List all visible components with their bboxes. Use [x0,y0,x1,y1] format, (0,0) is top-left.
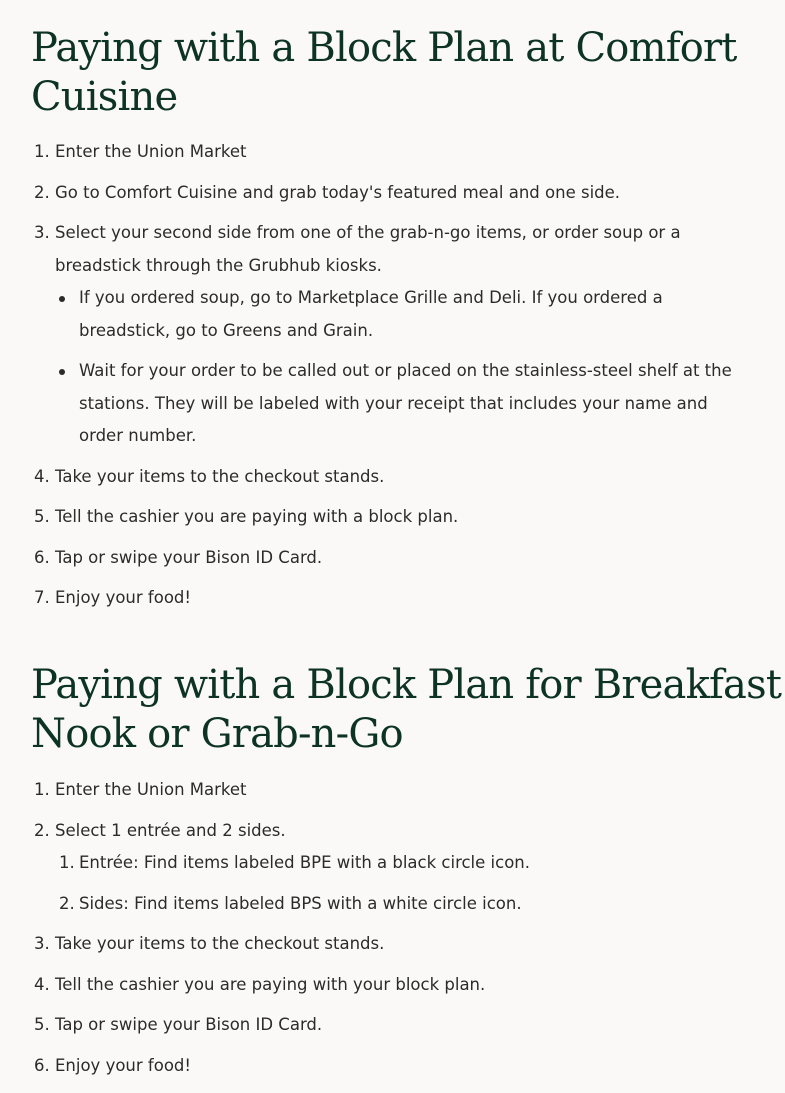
step-item [0,815,785,921]
substep-number: 1. [59,853,75,872]
bullet-item [55,282,755,347]
step-item [0,1050,785,1083]
bullet-dot [59,296,65,302]
substep-item [55,847,755,880]
step-2-substeps [55,847,755,920]
step-number: 3. [34,934,50,953]
step-item [0,774,785,807]
substep-item [55,888,755,921]
step-text: Enter the Union Market [55,142,247,161]
step-text: Tap or swipe your Bison ID Card. [55,1015,323,1034]
step-number: 4. [34,974,50,994]
step-number: 6. [34,1055,50,1075]
step-number: 1. [34,780,50,799]
substep-text: Sides: Find items labeled BPS with a white circle icon. [79,893,522,913]
step-number: 4. [34,466,50,486]
step-3-bullets [55,282,755,453]
step-text: Go to Comfort Cuisine and grab today's featured meal and one side. [55,182,621,202]
step-text: Tell the cashier you are paying with your block plan. [55,974,486,994]
substep-number: 2. [59,893,75,913]
section-title-breakfast-nook: Paying with a Block Plan for Breakfast Nook or Grab-n-Go [31,662,782,757]
step-number: 7. [34,588,50,607]
substep-text: Entrée: Find items labeled BPE with a black circle icon. [79,853,530,872]
step-text: Select 1 entrée and 2 sides. [55,820,286,840]
section-title-comfort-cuisine: Paying with a Block Plan at Comfort Cuisine [31,25,737,120]
step-number: 5. [34,507,50,526]
breakfast-nook-steps [0,774,785,1090]
step-text: Tap or swipe your Bison ID Card. [55,547,323,567]
bullet-text: Wait for your order to be called out or placed on the stainless-steel shelf at the stations. They will be labeled with your receipt that includes your name and order number. [79,361,732,445]
step-number: 3. [34,223,50,242]
bullet-text: If you ordered soup, go to Marketplace Grille and Deli. If you ordered a breadstick, go to Greens and Grain. [79,288,663,340]
step-text: Enjoy your food! [55,588,192,607]
step-item [0,461,785,494]
bullet-item [55,355,755,453]
step-item [0,217,785,453]
step-item [0,501,785,534]
step-number: 1. [34,142,50,161]
step-item [0,582,785,615]
step-number: 6. [34,547,50,567]
step-text: Enter the Union Market [55,780,247,799]
step-item [0,136,785,169]
step-item [0,177,785,210]
step-item [0,928,785,961]
step-item [0,1009,785,1042]
bullet-dot [59,369,65,375]
step-item [0,542,785,575]
comfort-cuisine-steps [0,136,785,623]
step-text: Select your second side from one of the grab-n-go items, or order soup or a breadstick through the Grubhub kiosks. [55,223,681,275]
step-number: 2. [34,820,50,840]
step-item [0,969,785,1002]
step-text: Enjoy your food! [55,1055,192,1075]
step-text: Take your items to the checkout stands. [55,466,385,486]
step-text: Tell the cashier you are paying with a block plan. [55,507,459,526]
step-number: 5. [34,1015,50,1034]
step-number: 2. [34,182,50,202]
step-text: Take your items to the checkout stands. [55,934,385,953]
